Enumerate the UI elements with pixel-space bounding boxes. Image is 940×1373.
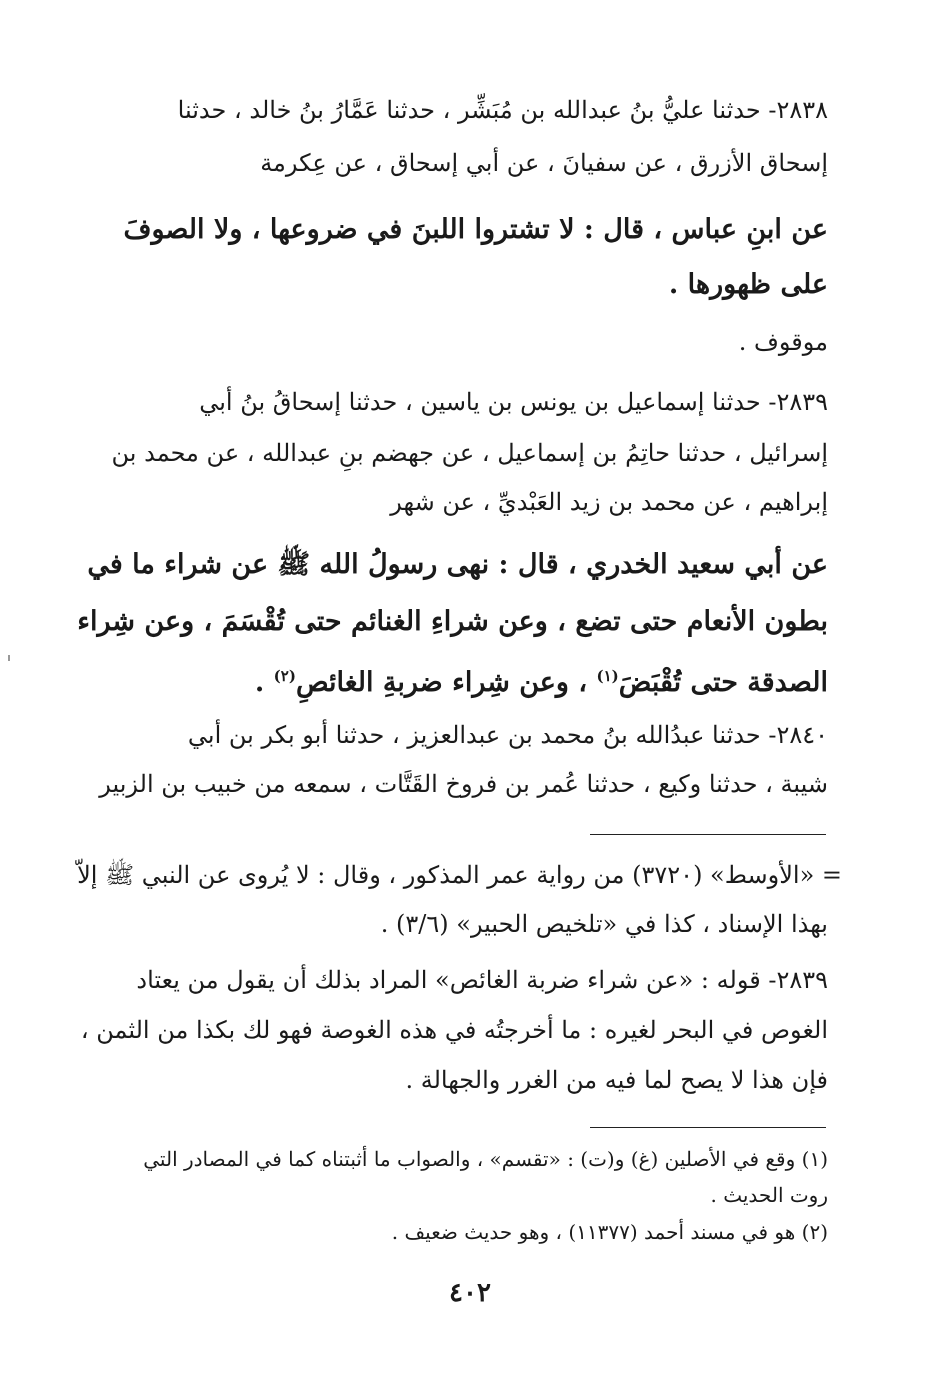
footnote-separator <box>590 1127 826 1128</box>
hadith-2838-isnad-line-1: ٢٨٣٨- حدثنا عليُّ بنُ عبدالله بن مُبَشِّر ، حدثنا عَمَّارُ بنُ خالد ، حدثنا <box>177 96 828 124</box>
footnote-1-line-1: (١) وقع في الأصلين (غ) و(ت) : «تقسم» ، والصواب ما أثبتناه كما في المصادر التي <box>143 1147 828 1171</box>
hadith-2839-text-part-b: ، وعن شِراء ضربةِ الغائصِ <box>295 667 597 698</box>
hadith-2839-isnad-line-3: إبراهيم ، عن محمد بن زيد العَبْديِّ ، عن شهر <box>390 488 828 516</box>
commentary-separator <box>590 834 826 835</box>
footnote-ref-1[interactable]: (١) <box>596 667 619 685</box>
commentary-2-line-2: الغوص في البحر لغيره : ما أخرجتُه في هذه الغوصة فهو لك بكذا من الثمن ، <box>80 1016 828 1044</box>
hadith-2840-isnad-line-2: شيبة ، حدثنا وكيع ، حدثنا عُمر بن فروخ القَتَّات ، سمعه من خبيب بن الزبير <box>99 770 828 798</box>
page-number: ٤٠٢ <box>449 1278 491 1308</box>
hadith-2838-text-line-1: عن ابنِ عباس ، قال : لا تشتروا اللبنَ في ضروعها ، ولا الصوفَ <box>123 214 828 245</box>
footnote-1-line-2: روت الحديث . <box>710 1183 828 1207</box>
hadith-2839-text-part-a: الصدقة حتى تُقْبَضَ <box>618 667 828 698</box>
footnote-2-line-1: (٢) هو في مسند أحمد (١١٣٧٧) ، وهو حديث ضعيف . <box>391 1220 828 1244</box>
hadith-2839-text-part-c: . <box>254 667 274 698</box>
commentary-2-line-3: فإن هذا لا يصح لما فيه من الغرر والجهالة . <box>405 1066 828 1094</box>
hadith-2839-text-line-3 <box>255 656 828 703</box>
hadith-2839-text-line-1: عن أبي سعيد الخدري ، قال : نهى رسولُ الله ﷺ عن شراء ما في <box>87 549 828 580</box>
hadith-2840-isnad-line-1: ٢٨٤٠- حدثنا عبدُالله بنُ محمد بن عبدالعزيز ، حدثنا أبو بكر بن أبي <box>187 721 828 749</box>
hadith-2839-isnad-line-1: ٢٨٣٩- حدثنا إسماعيل بن يونس بن ياسين ، حدثنا إسحاقُ بنُ أبي <box>199 388 828 416</box>
scan-edge-mark <box>8 655 10 661</box>
hadith-2838-grade: موقوف . <box>738 328 828 356</box>
hadith-2838-isnad-line-2: إسحاق الأزرق ، عن سفيانَ ، عن أبي إسحاق ، عن عِكرمة <box>260 149 828 177</box>
footnote-ref-2[interactable]: (٢) <box>273 667 296 685</box>
hadith-2839-isnad-line-2: إسرائيل ، حدثنا حاتِمُ بن إسماعيل ، عن جهضم بنِ عبدالله ، عن محمد بن <box>111 439 828 467</box>
commentary-1-line-1: = «الأوسط» (٣٧٢٠) من رواية عمر المذكور ، وقال : لا يُروى عن النبي ﷺ إلاّ <box>77 861 842 889</box>
commentary-2-line-1: ٢٨٣٩- قوله : «عن شراء ضربة الغائص» المراد بذلك أن يقول من يعتاد <box>136 966 828 994</box>
hadith-2839-text-line-2: بطون الأنعام حتى تضع ، وعن شراءِ الغنائم حتى تُقْسَمَ ، وعن شِراء <box>77 606 828 637</box>
hadith-2838-text-line-2: على ظهورها . <box>668 269 828 300</box>
commentary-1-line-2: بهذا الإسناد ، كذا في «تلخيص الحبير» (٣/٦) . <box>380 910 828 938</box>
